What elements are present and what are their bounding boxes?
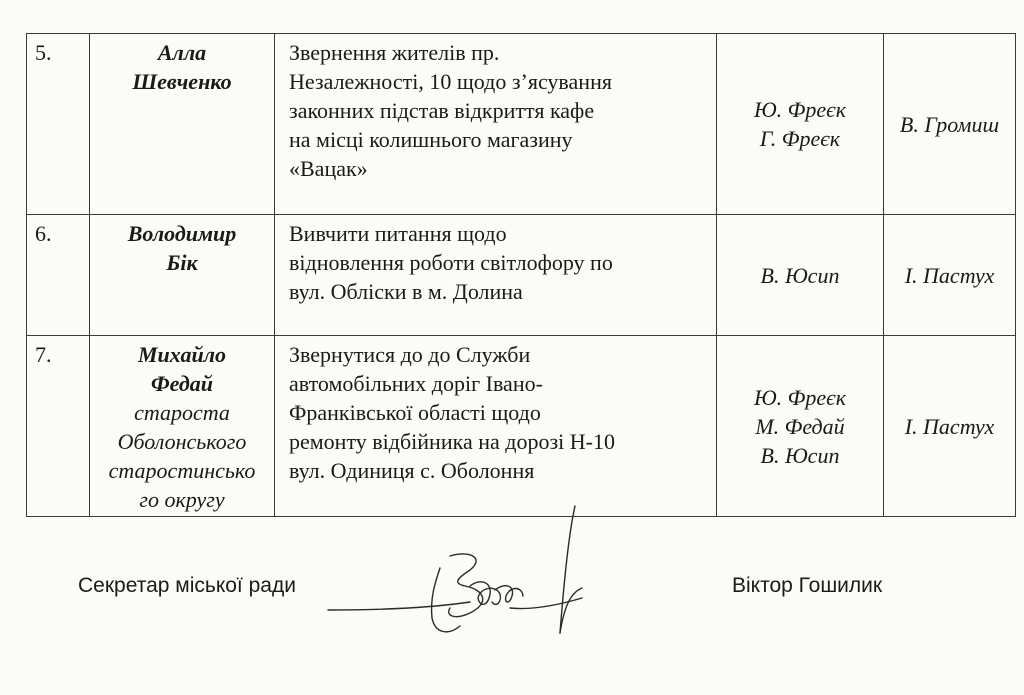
speaker-role-line: старостинсько	[108, 458, 256, 483]
responsible-name: Ю. Фреєк	[753, 97, 847, 122]
speaker-name-line: Алла	[157, 40, 207, 65]
secretary-position: Секретар міської ради	[78, 574, 296, 597]
controller-cell: І. Пастух	[884, 215, 1016, 336]
task-text-line: Вивчити питання щодо	[289, 221, 507, 246]
responsible-cell	[717, 215, 884, 336]
speaker-role-line: староста	[134, 400, 230, 425]
responsible-cell	[717, 336, 884, 517]
task-text-line: законних підстав відкриття кафе	[289, 98, 595, 123]
row-number: 6.	[27, 215, 90, 336]
task-text-line: вул. Обліски в м. Долина	[289, 279, 523, 304]
speaker-role-line: го округу	[139, 487, 225, 512]
speaker-name-line: Володимир	[127, 221, 237, 246]
task-text-line: ремонту відбійника на дорозі Н-10	[289, 429, 615, 454]
task-text-line: Звернення жителів пр.	[289, 40, 500, 65]
responsible-name: В. Юсип	[760, 442, 840, 468]
signer-name: Віктор Гошилик	[732, 574, 883, 597]
task-text-line: Звернутися до до Служби	[289, 342, 531, 367]
speaker-name-line: Михайло	[137, 342, 227, 367]
speaker-cell	[90, 336, 275, 517]
task-text-line: на місці колишнього магазину	[289, 127, 573, 152]
task-text-line: Франківської області щодо	[289, 400, 541, 425]
handwritten-signature	[320, 498, 600, 648]
responsible-name: Г. Фреєк	[759, 126, 841, 151]
responsible-cell	[717, 34, 884, 215]
table-row	[27, 336, 1016, 517]
responsible-name: В. Юсип	[760, 262, 840, 288]
row-number: 7.	[27, 336, 90, 517]
controller-cell: В. Громиш	[884, 34, 1016, 215]
responsible-name: М. Федай	[755, 413, 845, 439]
task-text-line: «Вацак»	[289, 156, 368, 181]
task-text-cell	[275, 34, 717, 215]
responsible-name: Ю. Фреєк	[753, 384, 847, 410]
speaker-cell	[90, 34, 275, 215]
table-row	[27, 34, 1016, 215]
speaker-name-line: Федай	[150, 371, 214, 396]
task-text-line: Незалежності, 10 щодо з’ясування	[289, 69, 612, 94]
task-text-cell	[275, 336, 717, 517]
task-text-line: відновлення роботи світлофору по	[289, 250, 613, 275]
speaker-name-line: Бік	[166, 250, 198, 275]
tasks-table	[26, 33, 1016, 517]
task-text-line: вул. Одиниця с. Оболоння	[289, 458, 535, 483]
speaker-cell	[90, 215, 275, 336]
task-text-cell	[275, 215, 717, 336]
row-number: 5.	[27, 34, 90, 215]
controller-cell: І. Пастух	[884, 336, 1016, 517]
speaker-name-line: Шевченко	[132, 69, 232, 94]
task-text-line: автомобільних доріг Івано-	[289, 371, 543, 396]
table-row	[27, 215, 1016, 336]
speaker-role-line: Оболонського	[117, 429, 247, 454]
